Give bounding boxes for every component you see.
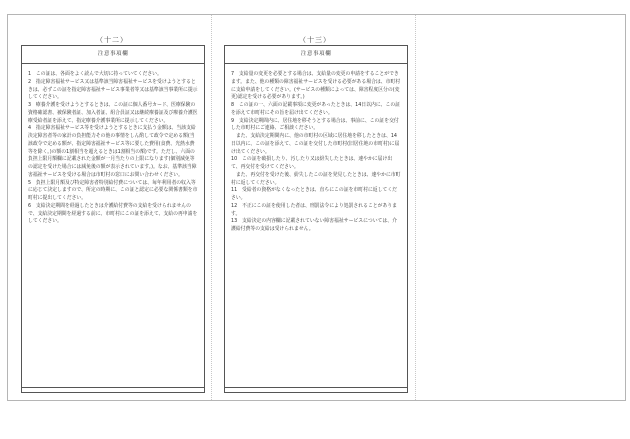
notes-body [22, 64, 204, 226]
panel-number: （十二） [96, 36, 128, 44]
note-paragraph: 13 支給決定の内容欄に記載されていない障害福祉サービスについては、介護給付費等の支給は受けられません。 [231, 218, 397, 232]
note-paragraph: 4 指定障害福祉サービス等を受けようとするときに支払う金額は、当該支給決定障害者等の家計の負担能力その他の事情をしん酌して政令で定める額(当該政令で定める額が、指定障害福祉サービス等に要した費用(食費、光熱水費等を除く。)の額の1割相当を超えるときは1割相当の額)です。ただし、六面の負担上限月額欄に記載された金額が一月当たりの上限になります(個別減免等の認定を受けた場合には減免後の額が表示されています。)。なお、基準該当障害福祉サービスを受ける場合は市町村の窓口にお問い合わせください。 [28, 125, 197, 178]
notes-frame [21, 45, 205, 393]
fold-line [211, 15, 212, 400]
fold-line [415, 15, 416, 400]
note-paragraph: 10 この証を破損したり、汚したり又は紛失したときは、速やかに届け出て、再交付を受けてください。 [231, 156, 393, 170]
notes-title: 注意事項欄 [22, 46, 204, 64]
panel-13 [217, 15, 413, 400]
note-paragraph: 11 受給者の資格がなくなったときは、直ちにこの証を市町村に返してください。 [231, 187, 398, 201]
note-paragraph: 9 支給決定期間内に、居住地を移そうとする場合は、事前に、この証を交付した市町村にご連絡、ご相談ください。 [231, 117, 399, 132]
notes-body [225, 64, 407, 234]
note-paragraph: 12 不正にこの証を使用した者は、刑罰法令により処罰されることがあります。 [231, 202, 398, 217]
panel-12 [14, 15, 210, 400]
document-sheet [7, 14, 626, 401]
panel-blank [419, 15, 615, 400]
note-paragraph: 6 支給決定期間を経過したときは介護給付費等の支給を受けられませんので、支給決定期間を経過する前に、市町村にこの証を添えて、支給の再申請をしてください。 [28, 202, 198, 225]
bottom-rule [225, 387, 407, 388]
note-paragraph: 2 指定障害福祉サービス又は基準該当障害福祉サービスを受けようとするときは、必ずこの証を指定障害福祉サービス事業者等又は基準該当事業所に提示してください。 [28, 78, 198, 101]
note-paragraph: 5 負担上限月額及び特定障害者特別給付費については、毎年利用者の収入等に応じて決定しますので、所定の時期に、この証と認定に必要な関係書類を市町村に提出してください。 [28, 179, 198, 201]
bottom-rule [22, 387, 204, 388]
note-paragraph: また、再交付を受けた後、紛失したこの証を発見したときは、速やかに市町村に返してください。 [231, 171, 401, 186]
notes-title: 注意事項欄 [225, 46, 407, 64]
note-paragraph: 8 この証の一、六面の記載事項に変更があったときは、14日以内に、この証を添えて市町村にその旨を届け出てください。 [231, 102, 401, 116]
panel-number: （十三） [299, 36, 331, 44]
note-paragraph: 3 療養介護を受けようとするときは、この証に個人番号カード、医療保険の資格確認書、被保険者証、加入者証、組合員証又は継続療養証及び療養介護医療受給者証を添えて、指定療養介護事業所に提示してください。 [28, 102, 198, 124]
notes-frame [224, 45, 408, 393]
note-paragraph: また、支給決定期間内に、他の市町村の区域に居住地を移したときは、14日以内に、この証を添えて、この証を交付した市町村(旧居住地の市町村)に届け出てください。 [231, 133, 400, 155]
note-paragraph: 1 この証は、各面をよく読んで大切に持っていてください。 [28, 71, 162, 77]
note-paragraph: 7 支給量の変更を必要とする場合は、支給量の変更の申請をすることができます。また、他の種類の障害福祉サービスを受ける必要がある場合は、市町村に支給申請をしてください。(サービスの種類によっては、障害程度区分の(変更)認定を受ける必要があります。) [231, 71, 401, 101]
